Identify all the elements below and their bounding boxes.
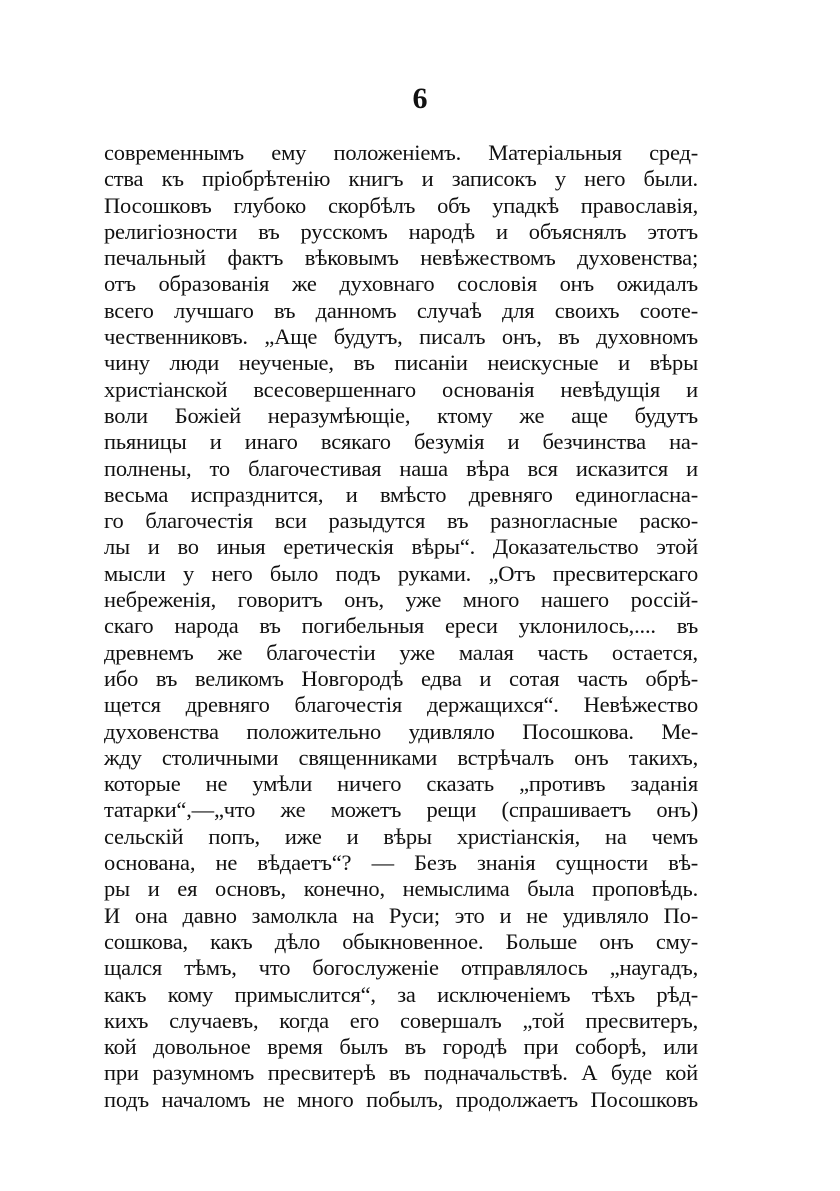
text-line: ры и ея основъ, конечно, немыслима была проповѣдь. (104, 876, 698, 902)
text-line: кихъ случаевъ, когда его совершалъ „той пресвитеръ, (104, 1007, 698, 1033)
text-line: щался тѣмъ, что богослуженiе отправлялось „наугадъ, (104, 955, 698, 981)
text-line: печальный фактъ вѣковымъ невѣжествомъ духовенства; (104, 245, 698, 271)
text-line: щется древняго благочестiя держащихся“. Невѣжество (104, 692, 698, 718)
text-line: основана, не вѣдаетъ“? — Безъ знанiя сущности вѣ- (104, 850, 698, 876)
text-line: скаго народа въ погибельныя ереси уклонилось,.... въ (104, 613, 698, 639)
text-line: сошкова, какъ дѣло обыкновенное. Больше онъ сму- (104, 928, 698, 954)
text-line: современнымъ ему положенiемъ. Матерiальныя сред- (104, 140, 698, 165)
text-line: полнены, то благочестивая наша вѣра вся исказится и (104, 455, 698, 481)
text-line: какъ кому примыслится“, за исключенiемъ тѣхъ рѣд- (104, 981, 698, 1007)
text-line: при разумномъ пресвитерѣ въ подначальствѣ. А буде кой (104, 1060, 698, 1086)
page-number: 6 (412, 82, 428, 115)
text-line: жду столичными священниками встрѣчалъ онъ такихъ, (104, 744, 698, 770)
text-line: татарки“,—„что же можетъ рещи (спрашиваетъ онъ) (104, 797, 698, 823)
text-line: религiозности въ русскомъ народѣ и объяснялъ этотъ (104, 218, 698, 244)
text-line: пьяницы и инаго всякаго безумiя и безчинства на- (104, 429, 698, 455)
text-line: отъ образованiя же духовнаго сословiя онъ ожидалъ (104, 271, 698, 297)
text-line: небреженiя, говоритъ онъ, уже много нашего россiй- (104, 587, 698, 613)
text-line: древнемъ же благочестiи уже малая часть остается, (104, 639, 698, 665)
text-line: весьма испразднится, и вмѣсто древняго единогласна- (104, 481, 698, 507)
text-line: воли Божiей неразумѣющiе, ктому же аще будутъ (104, 402, 698, 428)
body-text (104, 140, 698, 1113)
text-line: всего лучшаго въ данномъ случаѣ для своихъ сооте- (104, 297, 698, 323)
text-line: которые не умѣли ничего сказать „противъ заданiя (104, 771, 698, 797)
text-line: кой довольное время былъ въ городѣ при соборѣ, или (104, 1034, 698, 1060)
text-line: чину люди неученые, въ писанiи неискусные и вѣры (104, 350, 698, 376)
text-line: подъ началомъ не много побылъ, продолжаетъ Посошковъ (104, 1086, 698, 1112)
text-line: ства къ прiобрѣтенiю книгъ и записокъ у него были. (104, 166, 698, 192)
text-line: ибо въ великомъ Новгородѣ едва и сотая часть обрѣ- (104, 665, 698, 691)
text-line: чественниковъ. „Аще будутъ, писалъ онъ, въ духовномъ (104, 324, 698, 350)
text-line: И она давно замолкла на Руси; это и не удивляло По- (104, 902, 698, 928)
text-line: мысли у него было подъ руками. „Отъ пресвитерскаго (104, 560, 698, 586)
text-line: Посошковъ глубоко скорбѣлъ объ упадкѣ православiя, (104, 192, 698, 218)
text-line: лы и во иныя еретическiя вѣры“. Доказательство этой (104, 534, 698, 560)
text-line: духовенства положительно удивляло Посошкова. Ме- (104, 718, 698, 744)
text-line: сельскiй попъ, иже и вѣры христiанскiя, на чемъ (104, 823, 698, 849)
text-line: христiанской всесовершеннаго основанiя невѣдущiя и (104, 376, 698, 402)
text-line: го благочестiя вси разыдутся въ разногласные раско- (104, 508, 698, 534)
